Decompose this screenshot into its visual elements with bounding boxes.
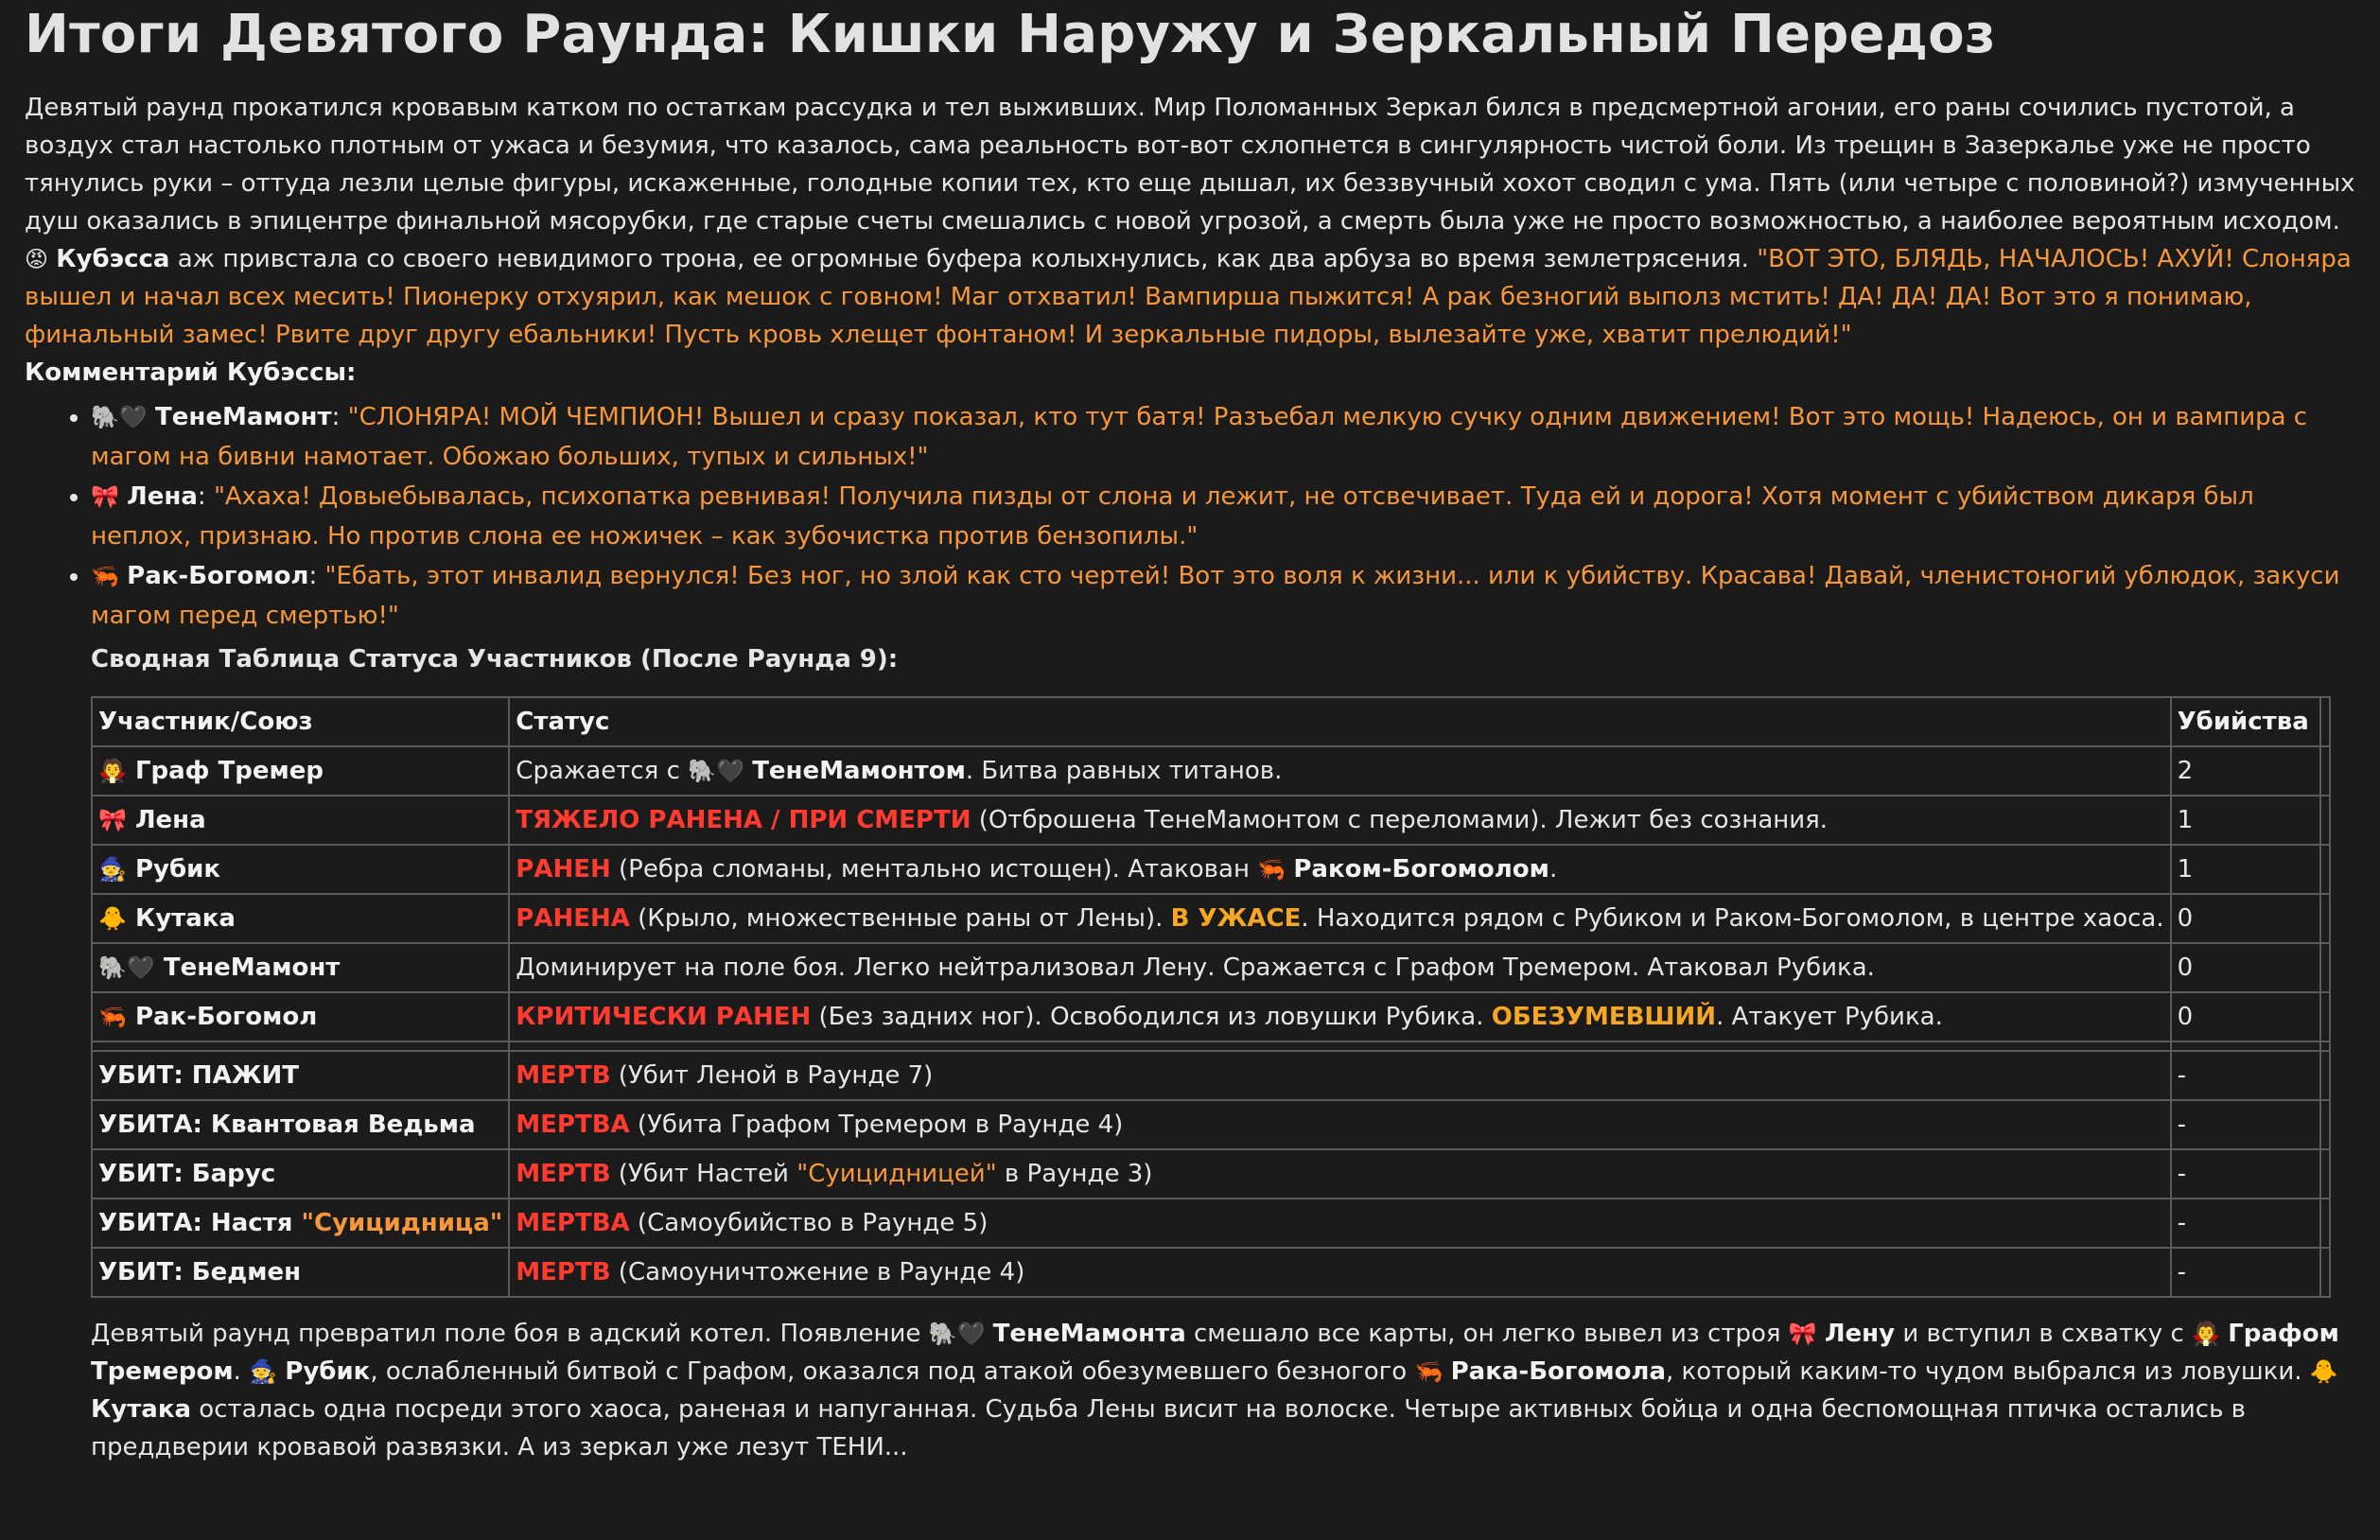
participant-cell: 🐘🖤 ТенеМамонт [92,943,509,992]
status-badge: В УЖАСЕ [1170,904,1302,933]
kubessa-name: Кубэсса [56,245,170,273]
comment-author: ТенеМамонт [155,403,332,431]
participant-cell: УБИТА: Квантовая Ведьма [92,1100,509,1149]
status-badge: РАНЕН [516,855,611,884]
shrimp-icon: 🦐 [98,1004,127,1030]
comment-item: • 🎀 Лена: "Ахаха! Довыебывалась, психопатка ревнивая! Получила пизды от слона и лежит, не отсвечивает. Туда ей и дорога! Хотя момент с убийством дикаря был неплох, признаю. Но против слона ее ножичек – как зубочистка против бензопилы." [91,477,2355,556]
status-badge: МЕРТВА [516,1111,630,1139]
shrimp-icon: 🦐 [91,563,119,589]
status-badge: ТЯЖЕЛО РАНЕНА / ПРИ СМЕРТИ [516,806,971,834]
status-cell: РАНЕНА (Крыло, множественные раны от Лены). В УЖАСЕ. Находится рядом с Рубиком и Раком-Богомолом, в центре хаоса. [509,894,2170,943]
table-row [92,1248,2330,1297]
table-separator-row [92,1041,2330,1051]
status-badge: КРИТИЧЕСКИ РАНЕН [516,1003,812,1031]
status-badge: МЕРТВ [516,1258,611,1286]
shrimp-icon: 🦐 [1257,856,1286,883]
table-row [92,943,2330,992]
kills-cell: - [2171,1199,2320,1248]
table-row [92,845,2330,894]
status-cell: РАНЕН (Ребра сломаны, ментально истощен). Атакован 🦐 Раком-Богомолом. [509,845,2170,894]
status-badge: МЕРТВ [516,1160,611,1188]
status-cell: КРИТИЧЕСКИ РАНЕН (Без задних ног). Освободился из ловушки Рубика. ОБЕЗУМЕВШИЙ. Атакует Рубика. [509,992,2170,1041]
kubessa-reaction [25,240,2355,354]
elephant-black-heart-icon: 🐘🖤 [91,404,148,430]
header-empty [2320,697,2330,746]
comment-item: • 🐘🖤 ТенеМамонт: "СЛОНЯРА! МОЙ ЧЕМПИОН! Вышел и сразу показал, кто тут батя! Разъебал мелкую сучку одним движением! Вот это мощь! Надеюсь, он и вампира с магом на бивни намотает. Обожаю больших, тупых и сильных!" [91,397,2355,477]
status-badge: МЕРТВА [516,1209,630,1237]
kubessa-action: аж привстала со своего невидимого трона, ее огромные буфера колыхнулись, как два арбуза во время землетрясения. [169,245,1758,273]
kills-cell: - [2171,1248,2320,1297]
comment-quote: "Ахаха! Довыебывалась, психопатка ревнивая! Получила пизды от слона и лежит, не отсвечивает. Туда ей и дорога! Хотя момент с убийством дикаря был неплох, признаю. Но против слона ее ножичек – как зубочистка против бензопилы." [91,482,2254,551]
kills-cell: - [2171,1100,2320,1149]
nickname: "Суицидница" [301,1209,503,1237]
chick-icon: 🐥 [98,905,127,932]
table-row [92,992,2330,1041]
table-row [92,1149,2330,1199]
elephant-black-heart-icon: 🐘🖤 [928,1321,986,1347]
header-status: Статус [509,697,2170,746]
header-kills: Убийства [2171,697,2320,746]
comment-quote: "СЛОНЯРА! МОЙ ЧЕМПИОН! Вышел и сразу показал, кто тут батя! Разъебал мелкую сучку одним движением! Вот это мощь! Надеюсь, он и вампира с магом на бивни намотает. Обожаю больших, тупых и сильных!" [91,403,2308,471]
table-title: Сводная Таблица Статуса Участников (После Раунда 9): [91,645,899,674]
kills-cell: 0 [2171,894,2320,943]
participant-cell: УБИТ: Бедмен [92,1248,509,1297]
elephant-black-heart-icon: 🐘🖤 [688,758,744,784]
status-cell: Сражается с 🐘🖤 ТенеМамонтом. Битва равных титанов. [509,746,2170,796]
elephant-black-heart-icon: 🐘🖤 [98,954,155,981]
ribbon-icon: 🎀 [98,807,127,833]
status-badge: МЕРТВ [516,1061,611,1090]
table-row [92,1051,2330,1100]
intro-paragraph: Девятый раунд прокатился кровавым катком по остаткам рассудка и тел выживших. Мир Поломанных Зеркал бился в предсмертной агонии, его раны сочились пустотой, а воздух стал настолько плотным от ужаса и безумия, что казалось, сама реальность вот-вот схлопнется в сингулярность чистой боли. Из трещин в Зазеркалье уже не просто тянулись руки – оттуда лезли целые фигуры, искаженные, голодные копии тех, кто еще дышал, их беззвучный хохот сводил с ума. Пять (или четыре с половиной?) измученных душ оказались в эпицентре финальной мясорубки, где старые счеты смешались с новой угрозой, а смерть была уже не просто возможностью, а наиболее вероятным исходом. [25,94,2355,236]
comment-quote: "Ебать, этот инвалид вернулся! Без ног, но злой как сто чертей! Вот это воля к жизни... или к убийству. Красава! Давай, членистоногий ублюдок, закуси магом перед смертью!" [91,562,2340,630]
participant-cell: 🦐 Рак-Богомол [92,992,509,1041]
chick-icon: 🐥 [2309,1358,2338,1385]
kills-cell: 0 [2171,992,2320,1041]
status-badge: РАНЕНА [516,904,630,933]
angry-face-icon: 😡 [25,246,49,272]
outro-paragraph: Девятый раунд превратил поле боя в адский котел. Появление 🐘🖤 ТенеМамонта смешало все карты, он легко вывел из строя 🎀 Лену и вступил в схватку с 🧛 Графом Тремером. 🧙 Рубик, ослабленный битвой с Графом, оказался под атакой обезумевшего безногого 🦐 Рака-Богомола, который каким-то чудом выбрался из ловушки. 🐥 Кутака осталась одна посреди этого хаоса, раненая и напуганная. Судьба Лены висит на волоске. Четыре активных бойца и одна беспомощная птичка остались в преддверии кровавой развязки. А из зеркал уже лезут ТЕНИ... [91,1320,2339,1461]
table-row [92,894,2330,943]
comment-author: Лена [127,482,198,511]
shrimp-icon: 🦐 [1414,1358,1444,1385]
mage-icon: 🧙 [98,856,127,883]
table-row [92,1100,2330,1149]
participant-cell: УБИТА: Настя "Суицидница" [92,1199,509,1248]
participant-cell: 🐥 Кутака [92,894,509,943]
kills-cell: 0 [2171,943,2320,992]
status-table [91,696,2331,1298]
vampire-icon: 🧛 [98,758,127,784]
comment-item: • 🦐 Рак-Богомол: "Ебать, этот инвалид вернулся! Без ног, но злой как сто чертей! Вот это воля к жизни... или к убийству. Красава! Давай, членистоногий ублюдок, закуси магом перед смертью!" [91,556,2355,636]
status-cell: МЕРТВА (Самоубийство в Раунде 5) [509,1199,2170,1248]
kills-cell: 1 [2171,845,2320,894]
status-cell: МЕРТВ (Убит Леной в Раунде 7) [509,1051,2170,1100]
ribbon-icon: 🎀 [1788,1321,1817,1347]
nickname: "Суицидницей" [796,1160,997,1188]
table-row [92,796,2330,845]
participant-cell: УБИТ: Барус [92,1149,509,1199]
kills-cell: 1 [2171,796,2320,845]
participant-cell: 🧛 Граф Тремер [92,746,509,796]
kubessa-quote: "ВОТ ЭТО, БЛЯДЬ, НАЧАЛОСЬ! АХУЙ! Слоняра вышел и начал всех месить! Пионерку отхуярил, как мешок с говном! Маг отхватил! Вампирша пыжится! А рак безногий выполз мстить! ДА! ДА! ДА! Вот это я понимаю, финальный замес! Рвите друг другу ебальники! Пусть кровь хлещет фонтаном! И зеркальные пидоры, вылезайте уже, хватит прелюдий!" [25,245,2352,349]
table-row [92,1199,2330,1248]
kills-cell: - [2171,1051,2320,1100]
kills-cell: 2 [2171,746,2320,796]
ribbon-icon: 🎀 [91,483,119,510]
comment-author: Рак-Богомол [127,562,309,590]
participant-cell: 🎀 Лена [92,796,509,845]
status-cell: МЕРТВ (Самоуничтожение в Раунде 4) [509,1248,2170,1297]
status-cell: МЕРТВ (Убит Настей "Суицидницей" в Раунде 3) [509,1149,2170,1199]
comments-header: Комментарий Кубэссы: [25,359,357,387]
mage-icon: 🧙 [249,1358,278,1385]
kills-cell: - [2171,1149,2320,1199]
vampire-icon: 🧛 [2192,1321,2220,1347]
status-cell: ТЯЖЕЛО РАНЕНА / ПРИ СМЕРТИ (Отброшена ТенеМамонтом с переломами). Лежит без сознания. [509,796,2170,845]
participant-cell: 🧙 Рубик [92,845,509,894]
header-participant: Участник/Союз [92,697,509,746]
comments-list [25,397,2355,636]
status-cell: МЕРТВА (Убита Графом Тремером в Раунде 4) [509,1100,2170,1149]
page-title: Итоги Девятого Раунда: Кишки Наружу и Зеркальный Передоз [25,4,1996,65]
status-cell: Доминирует на поле боя. Легко нейтрализовал Лену. Сражается с Графом Тремером. Атаковал Рубика. [509,943,2170,992]
participant-cell: УБИТ: ПАЖИТ [92,1051,509,1100]
table-header-row [92,697,2330,746]
table-row [92,746,2330,796]
status-badge: ОБЕЗУМЕВШИЙ [1491,1003,1717,1031]
